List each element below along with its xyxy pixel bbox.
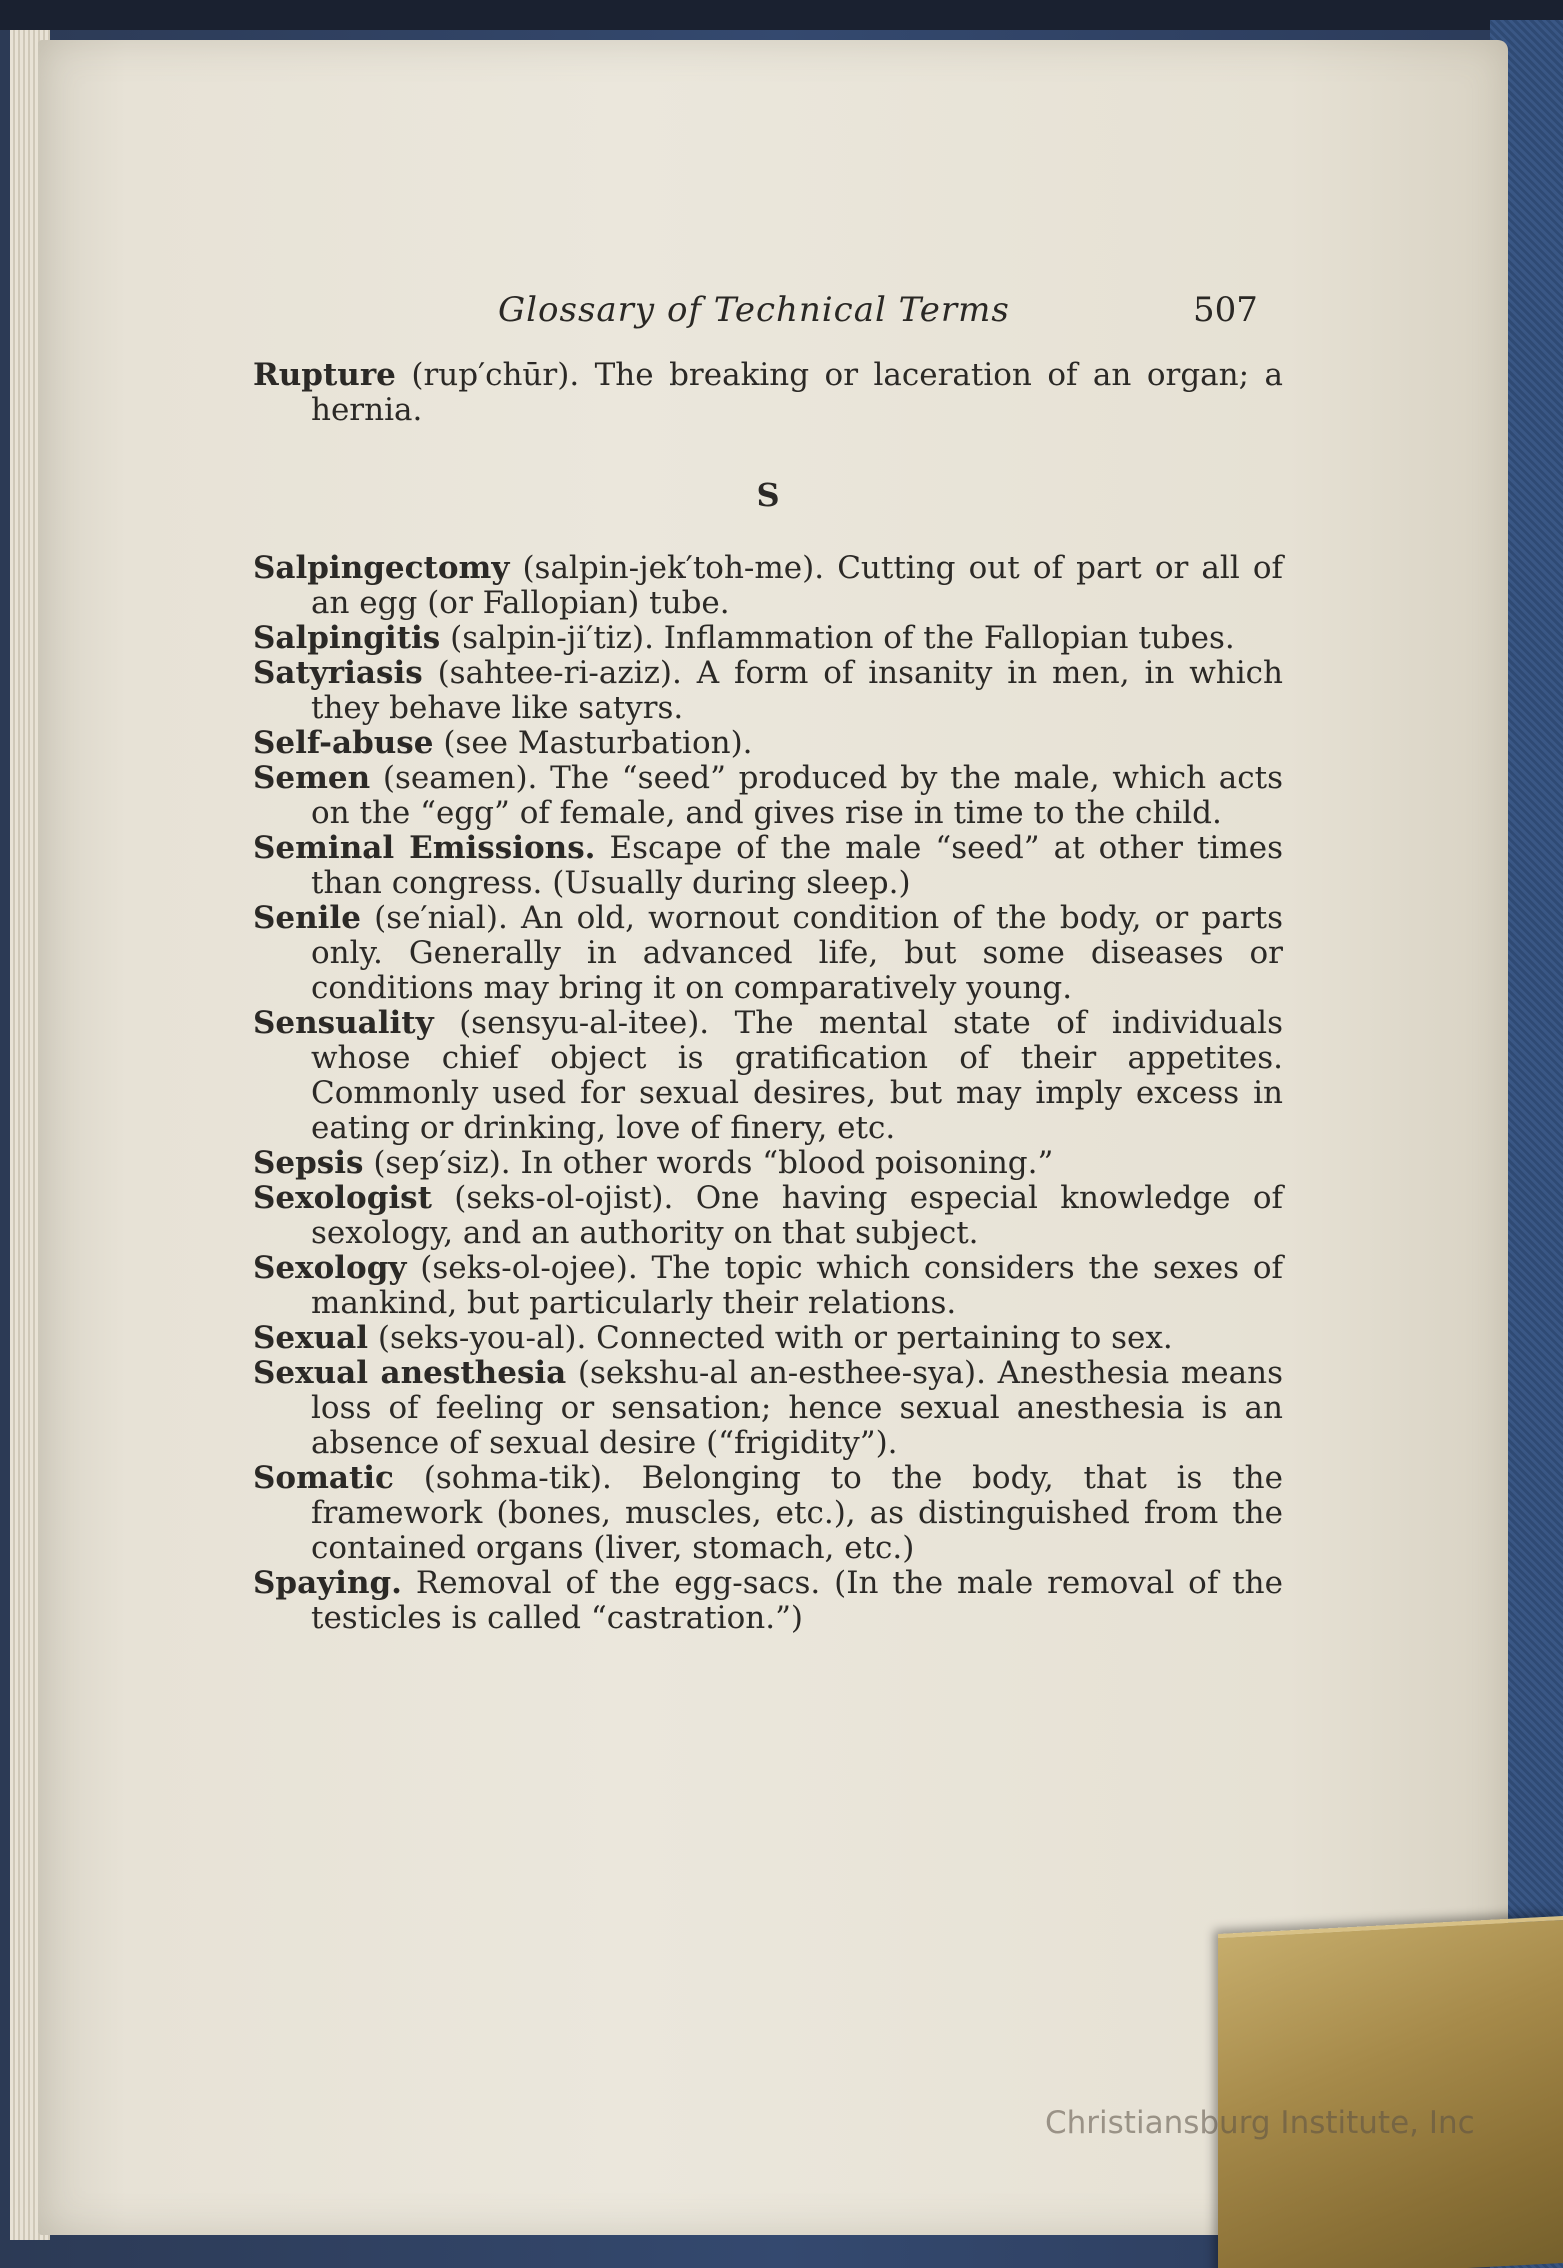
entry-term: Self-abuse [253,725,434,761]
glossary-entry [253,1461,1283,1566]
glossary-entry [253,1181,1283,1251]
entry-definition: Removal of the egg-sacs. (In the male removal of the testicles is called “castration.”) [311,1565,1283,1636]
entry-term: Rupture [253,357,396,393]
entry-definition: (sahtee-ri-aziz). A form of insanity in men, in which they behave like satyrs. [311,655,1283,726]
entry-definition: (salpin-jek′toh-me). Cutting out of part or all of an egg (or Fallopian) tube. [311,550,1283,621]
glossary-entries [253,358,1283,1636]
entry-term: Sexology [253,1250,407,1286]
entry-definition: (salpin-ji′tiz). Inflammation of the Fallopian tubes. [440,620,1235,656]
entry-term: Sexual [253,1320,368,1356]
entry-term: Semen [253,760,371,796]
glossary-entry [253,761,1283,831]
entry-definition: (sohma-tik). Belonging to the body, that is the framework (bones, muscles, etc.), as distinguished from the contained organs (liver, stomach, etc.) [311,1460,1283,1566]
entry-term: Satyriasis [253,655,423,691]
entry-term: Somatic [253,1460,394,1496]
entry-definition: (sep′siz). In other words “blood poisoning.” [363,1145,1054,1181]
entry-term: Spaying. [253,1565,402,1601]
glossary-entry [253,551,1283,621]
entry-term: Sexologist [253,1180,432,1216]
entry-term: Seminal Emissions. [253,830,596,866]
glossary-entry [253,1356,1283,1461]
entry-definition: (seamen). The “seed” produced by the male, which acts on the “egg” of female, and gives rise in time to the child. [311,760,1283,831]
glossary-entry [253,621,1283,656]
book-page [38,40,1508,2235]
section-letter: S [756,476,780,514]
glossary-entry [253,656,1283,726]
entry-definition: (sensyu-al-itee). The mental state of individuals whose chief object is gratification of their appetites. Commonly used for sexual desires, but may imply excess in eating or drinking, love of finery, etc. [311,1005,1283,1146]
entry-term: Sepsis [253,1145,364,1181]
page-number: 507 [1193,290,1258,330]
entry-definition: (seks-ol-ojist). One having especial knowledge of sexology, and an authority on that subject. [311,1180,1283,1251]
entry-term: Salpingitis [253,620,441,656]
glossary-entry [253,358,1283,428]
entry-definition: Escape of the male “seed” at other times than congress. (Usually during sleep.) [311,830,1283,901]
entry-definition: (sekshu-al an-esthee-sya). Anesthesia means loss of feeling or sensation; hence sexual anesthesia is an absence of sexual desire (“frigidity”). [311,1355,1284,1461]
entry-definition: (seks-you-al). Connected with or pertaining to sex. [368,1320,1173,1356]
glossary-entry [253,1321,1283,1356]
glossary-entry [253,1251,1283,1321]
glossary-entry [253,831,1283,901]
entry-definition: (seks-ol-ojee). The topic which considers the sexes of mankind, but particularly their relations. [311,1250,1283,1321]
brass-page-clip [1218,1916,1563,2268]
running-head-title: Glossary of Technical Terms [498,290,1010,330]
entry-definition: (see Masturbation). [433,725,753,761]
entry-term: Senile [253,900,361,936]
glossary-entry [253,1006,1283,1146]
watermark: Christiansburg Institute, Inc [1045,2105,1475,2141]
glossary-entry [253,726,1283,761]
book-cover-top [0,0,1563,30]
glossary-entry [253,901,1283,1006]
entry-definition: (se′nial). An old, wornout condition of the body, or parts only. Generally in advanced life, but some diseases or conditions may bring it on comparatively young. [311,900,1283,1006]
glossary-entry [253,1566,1283,1636]
running-head [38,290,1288,340]
entry-term: Sensuality [253,1005,434,1041]
glossary-entry [253,1146,1283,1181]
entry-term: Sexual anesthesia [253,1355,567,1391]
entry-term: Salpingectomy [253,550,510,586]
entry-definition: (rup′chūr). The breaking or laceration of an organ; a hernia. [311,357,1283,428]
